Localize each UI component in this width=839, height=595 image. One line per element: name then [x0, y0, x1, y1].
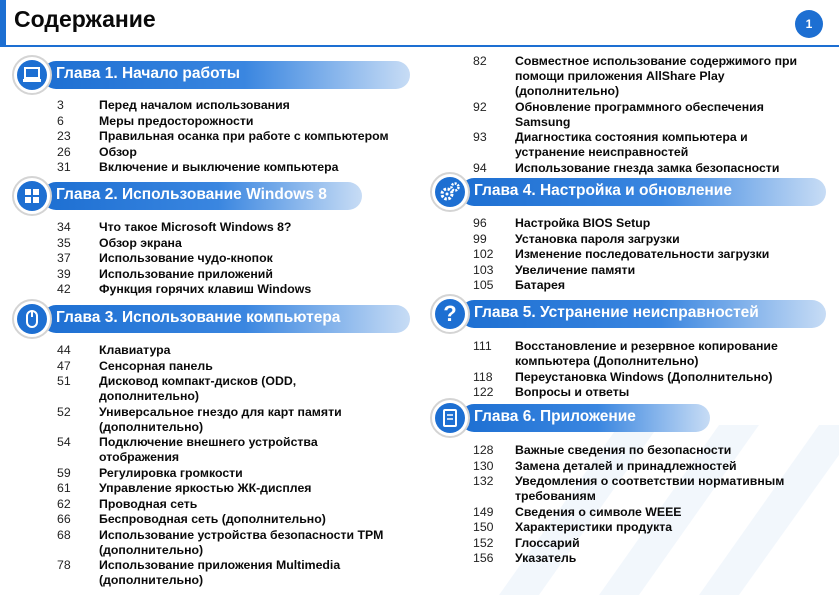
toc-page-number: 42 [57, 282, 71, 296]
toc-entry-title: Что такое Microsoft Windows 8? [99, 220, 292, 234]
toc-entry[interactable] [57, 512, 417, 527]
toc-page-number: 103 [473, 262, 494, 277]
chapter-1-entries [57, 98, 417, 176]
toc-entry-title: Замена деталей и принадлежностей [515, 458, 737, 473]
toc-entry[interactable] [57, 466, 417, 481]
chapter-2-header[interactable] [12, 182, 410, 210]
toc-page-number: 62 [57, 496, 71, 511]
toc-entry-title: Обзор [99, 144, 137, 159]
toc-entry-title: Настройка BIOS Setup [515, 216, 651, 230]
toc-entry-title: Включение и выключение компьютера [99, 160, 339, 174]
toc-page-number: 34 [57, 220, 71, 234]
toc-entry[interactable] [57, 435, 417, 465]
toc-entry[interactable] [57, 374, 417, 404]
toc-entry[interactable] [473, 232, 813, 247]
header-accent [0, 0, 6, 46]
toc-entry[interactable] [473, 551, 813, 566]
toc-entry[interactable] [57, 160, 417, 175]
toc-entry[interactable] [473, 459, 813, 474]
toc-page-number: 78 [57, 558, 71, 572]
toc-page-number: 105 [473, 278, 494, 292]
toc-entry[interactable] [473, 161, 813, 176]
chapter-2-entries [57, 220, 417, 298]
toc-entry-title: Использование приложения Multimedia (дополнительно) [99, 558, 341, 587]
toc-entry[interactable] [473, 339, 813, 369]
toc-entry-title: Проводная сеть [99, 496, 198, 511]
toc-page-number: 150 [473, 520, 494, 534]
toc-entry[interactable] [57, 98, 417, 113]
toc-page-number: 47 [57, 358, 71, 373]
chapter-title: Глава 6. Приложение [474, 408, 636, 425]
toc-entry-title: Диагностика состояния компьютера и устранение неисправностей [515, 130, 748, 159]
toc-entry-title: Дисковод компакт-дисков (ODD, дополнительно) [99, 374, 297, 403]
toc-page-number: 54 [57, 435, 71, 449]
toc-entry[interactable] [57, 405, 417, 435]
toc-entry[interactable] [473, 520, 813, 535]
toc-entry-title: Установка пароля загрузки [515, 231, 680, 246]
toc-entry-title: Универсальное гнездо для карт памяти (дополнительно) [99, 404, 342, 434]
toc-entry[interactable] [57, 145, 417, 160]
toc-entry[interactable] [57, 236, 417, 251]
toc-entry-title: Батарея [515, 278, 566, 292]
toc-entry[interactable] [473, 130, 813, 160]
toc-page-number: 3 [57, 98, 64, 112]
chapter-title: Глава 5. Устранение неисправностей [474, 304, 759, 321]
toc-entry[interactable] [473, 54, 813, 99]
toc-entry-title: Клавиатура [99, 343, 171, 357]
toc-entry[interactable] [473, 443, 813, 458]
chapter-5-entries [473, 339, 813, 401]
toc-page-number: 130 [473, 458, 494, 473]
toc-entry[interactable] [57, 251, 417, 266]
toc-entry-title: Использование приложений [99, 266, 273, 281]
toc-page-number: 61 [57, 481, 71, 495]
toc-page-number: 26 [57, 144, 71, 159]
toc-entry[interactable] [473, 536, 813, 551]
toc-entry-title: Восстановление и резервное копирование компьютера (Дополнительно) [515, 339, 778, 368]
windows-logo-icon [12, 176, 52, 216]
toc-entry-title: Изменение последовательности загрузки [515, 247, 770, 261]
page-header [0, 0, 839, 46]
toc-entry-title: Управление яркостью ЖК-дисплея [99, 481, 312, 495]
toc-entry[interactable] [473, 247, 813, 262]
toc-page-number: 37 [57, 251, 71, 265]
chapter-6-header[interactable] [430, 404, 830, 432]
toc-entry-title: Сведения о символе WEEE [515, 504, 682, 519]
toc-entry[interactable] [57, 558, 417, 588]
toc-entry-title: Правильная осанка при работе с компьютером [99, 129, 389, 143]
chapter-1-header[interactable] [12, 61, 410, 89]
chapter-5-header[interactable] [430, 300, 830, 328]
toc-entry[interactable] [57, 114, 417, 129]
toc-entry[interactable] [473, 385, 813, 400]
toc-page-number: 111 [473, 339, 492, 353]
toc-entry-title: Увеличение памяти [515, 262, 636, 277]
toc-entry-title: Важные сведения по безопасности [515, 443, 732, 457]
toc-entry[interactable] [57, 481, 417, 496]
toc-page-number: 52 [57, 404, 71, 419]
toc-entry[interactable] [473, 278, 813, 293]
question-icon [430, 294, 470, 334]
toc-entry[interactable] [473, 474, 813, 504]
mouse-icon [12, 299, 52, 339]
toc-entry[interactable] [473, 100, 813, 130]
toc-entry-title: Уведомления о соответствии нормативным требованиям [515, 474, 785, 503]
toc-entry-title: Характеристики продукта [515, 520, 673, 534]
chapter-6-entries [473, 443, 813, 567]
chapter-4-header[interactable] [430, 178, 830, 206]
gears-icon [430, 172, 470, 212]
toc-page-number: 39 [57, 266, 71, 281]
toc-page-number: 149 [473, 504, 494, 519]
toc-entry[interactable] [473, 263, 813, 278]
toc-entry-title: Меры предосторожности [99, 113, 254, 128]
toc-page-number: 92 [473, 99, 487, 114]
toc-entry-title: Перед началом использования [99, 98, 290, 112]
chapter-4-entries [473, 216, 813, 294]
toc-entry-title: Беспроводная сеть (дополнительно) [99, 512, 326, 526]
toc-entry-title: Глоссарий [515, 535, 580, 550]
toc-page-number: 23 [57, 129, 71, 143]
toc-page-number: 6 [57, 113, 64, 128]
toc-page-number: 156 [473, 551, 494, 565]
toc-entry[interactable] [57, 129, 417, 144]
toc-page-number: 66 [57, 512, 71, 526]
toc-page-number: 68 [57, 527, 71, 542]
chapter-title: Глава 2. Использование Windows 8 [56, 186, 327, 203]
chapter-3-header[interactable] [12, 305, 410, 333]
toc-page-number: 31 [57, 160, 71, 174]
toc-page-number: 59 [57, 465, 71, 480]
toc-page-number: 102 [473, 247, 494, 261]
toc-entry[interactable] [57, 359, 417, 374]
toc-entry-title: Обновление программного обеспечения Samsung [515, 99, 764, 129]
toc-entry-title: Сенсорная панель [99, 358, 213, 373]
laptop-icon [12, 55, 52, 95]
chapter-3-continued-entries [473, 54, 813, 176]
toc-page-number: 99 [473, 231, 487, 246]
toc-entry[interactable] [473, 216, 813, 231]
toc-page-number: 51 [57, 374, 71, 388]
toc-entry[interactable] [473, 370, 813, 385]
toc-page-number: 152 [473, 535, 494, 550]
chapter-3-entries [57, 343, 417, 589]
chapter-title: Глава 1. Начало работы [56, 65, 241, 82]
chapter-title: Глава 4. Настройка и обновление [474, 182, 732, 199]
header-rule [0, 45, 839, 47]
toc-entry-title: Указатель [515, 551, 577, 565]
toc-entry-title: Использование гнезда замка безопасности [515, 160, 780, 175]
toc-entry[interactable] [57, 343, 417, 358]
toc-entry[interactable] [57, 282, 417, 297]
chapter-title: Глава 3. Использование компьютера [56, 309, 341, 326]
toc-page-number: 118 [473, 369, 493, 384]
toc-entry[interactable] [473, 505, 813, 520]
toc-entry-title: Вопросы и ответы [515, 385, 630, 399]
toc-page-number: 122 [473, 385, 494, 399]
toc-entry-title: Обзор экрана [99, 235, 182, 250]
toc-page-number: 93 [473, 130, 487, 144]
book-icon [430, 398, 470, 438]
toc-page-number: 96 [473, 216, 487, 230]
toc-entry-title: Переустановка Windows (Дополнительно) [515, 369, 773, 384]
toc-entry[interactable] [57, 528, 417, 558]
toc-entry-title: Регулировка громкости [99, 465, 243, 480]
toc-entry-title: Функция горячих клавиш Windows [99, 282, 312, 296]
question-glyph: ? [443, 301, 457, 326]
toc-page-number: 44 [57, 343, 71, 357]
toc-entry[interactable] [57, 220, 417, 235]
page-number-badge: 1 [795, 10, 823, 38]
toc-entry-title: Подключение внешнего устройства отображения [99, 435, 318, 464]
toc-entry-title: Использование устройства безопасности TPM (дополнительно) [99, 527, 384, 557]
toc-entry[interactable] [57, 497, 417, 512]
toc-page-number: 35 [57, 235, 71, 250]
toc-entry-title: Использование чудо-кнопок [99, 251, 273, 265]
toc-page-number: 94 [473, 160, 487, 175]
page-title: Содержание [14, 6, 156, 32]
toc-entry[interactable] [57, 267, 417, 282]
toc-page-number: 128 [473, 443, 494, 457]
toc-page-number: 132 [473, 474, 494, 488]
toc-entry-title: Совместное использование содержимого при помощи приложения AllShare Play (дополнительно) [515, 54, 798, 98]
toc-page-number: 82 [473, 54, 487, 68]
